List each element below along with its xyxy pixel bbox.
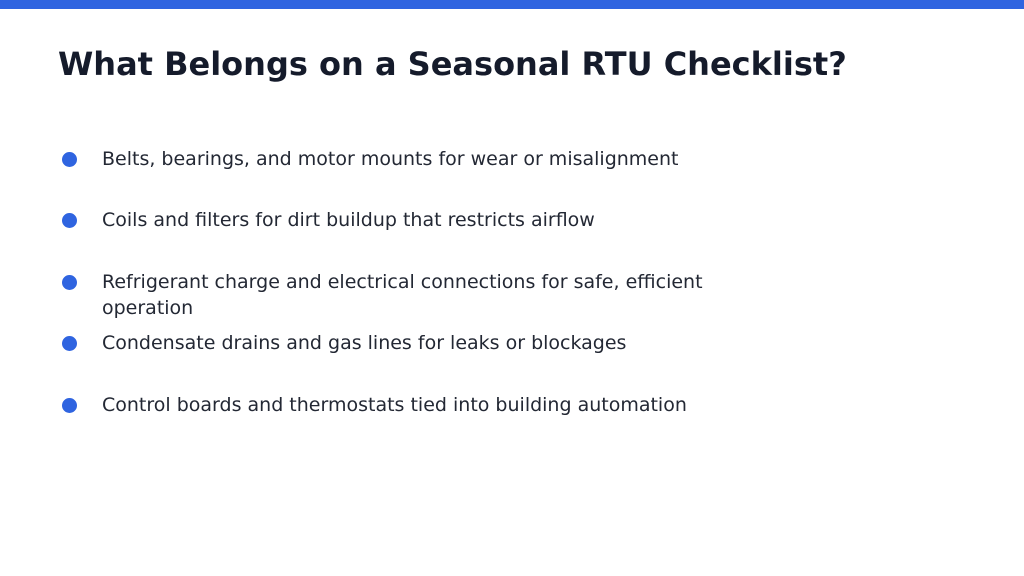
bullet-dot-icon	[62, 275, 77, 290]
bullet-text: Refrigerant charge and electrical connections for safe, efficient operation	[102, 271, 703, 319]
slide-title: What Belongs on a Seasonal RTU Checklist?	[58, 45, 847, 83]
bullet-text: Condensate drains and gas lines for leaks or blockages	[102, 332, 627, 354]
bullet-dot-icon	[62, 398, 77, 413]
bullet-dot-icon	[62, 152, 77, 167]
top-accent-bar	[0, 0, 1024, 9]
bullet-text: Belts, bearings, and motor mounts for wear or misalignment	[102, 148, 679, 170]
bullet-text: Coils and filters for dirt buildup that restricts airflow	[102, 209, 595, 231]
bullet-text: Control boards and thermostats tied into building automation	[102, 394, 687, 416]
bullet-dot-icon	[62, 336, 77, 351]
bullet-dot-icon	[62, 213, 77, 228]
